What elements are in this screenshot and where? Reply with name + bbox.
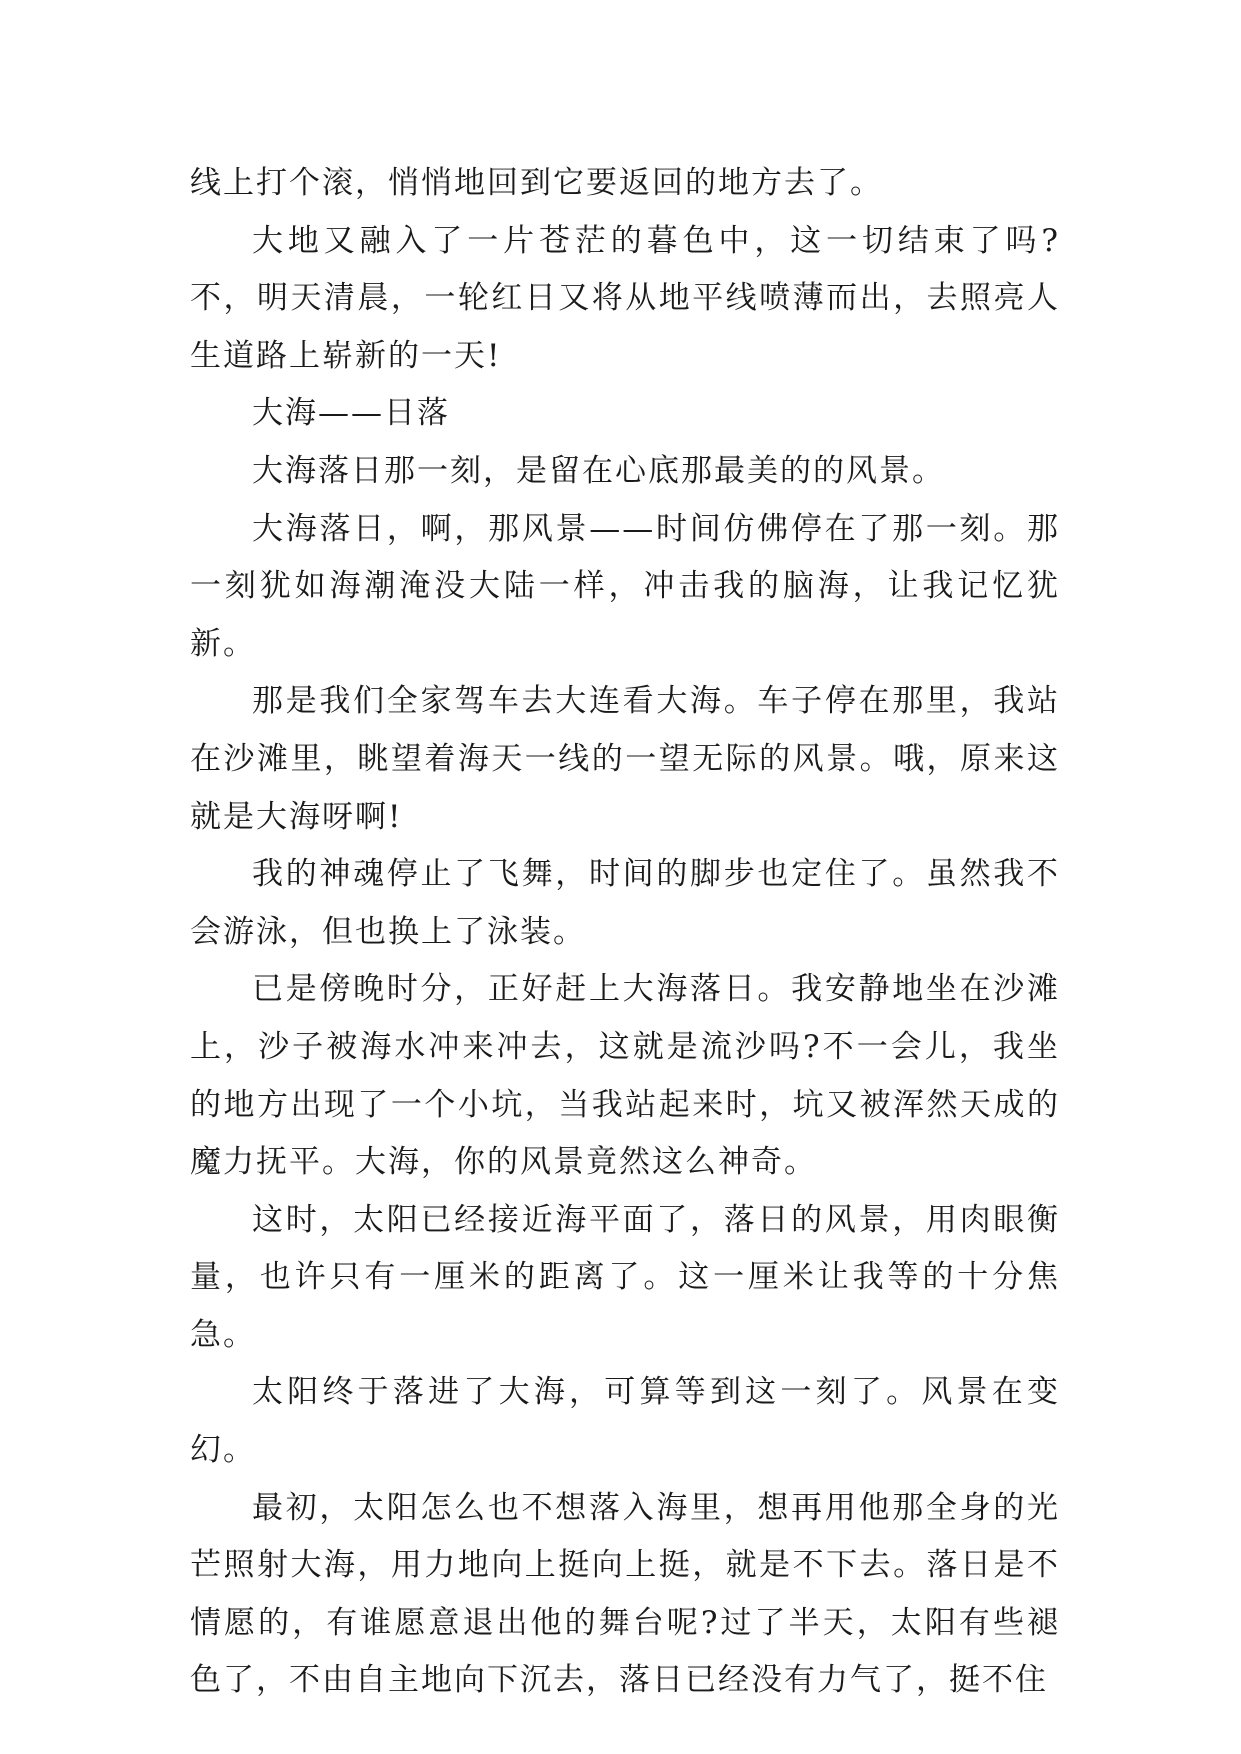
- section-heading: 大海——日落: [252, 395, 450, 432]
- paragraph-5: 那是我们全家驾车去大连看大海。车子停在那里，我站在沙滩里，眺望着海天一线的一望无际的风景。哦，原来这就是大海呀啊!: [190, 683, 1060, 835]
- paragraph-10: 最初，太阳怎么也不想落入海里，想再用他那全身的光芒照射大海，用力地向上挺向上挺，就是不下去。落日是不情愿的，有谁愿意退出他的舞台呢?过了半天，太阳有些褪色了，不由自主地向下沉去，落日已经没有力气了，挺不住: [190, 1489, 1060, 1699]
- paragraph-6: 我的神魂停止了飞舞，时间的脚步也定住了。虽然我不会游泳，但也换上了泳装。: [190, 856, 1060, 950]
- paragraph-8: 这时，太阳已经接近海平面了，落日的风景，用肉眼衡量，也许只有一厘米的距离了。这一厘米让我等的十分焦急。: [190, 1201, 1060, 1353]
- paragraph-4: 大海落日，啊，那风景——时间仿佛停在了那一刻。那一刻犹如海潮淹没大陆一样，冲击我的脑海，让我记忆犹新。: [190, 510, 1060, 662]
- paragraph-3: 大海落日那一刻，是留在心底那最美的的风景。: [252, 452, 945, 489]
- paragraph-2: 大地又融入了一片苍茫的暮色中，这一切结束了吗?不，明天清晨，一轮红日又将从地平线喷薄而出，去照亮人生道路上崭新的一天!: [190, 222, 1060, 374]
- document-body: [190, 155, 1060, 1710]
- paragraph-9: 太阳终于落进了大海，可算等到这一刻了。风景在变幻。: [190, 1374, 1060, 1469]
- paragraph-7: 已是傍晚时分，正好赶上大海落日。我安静地坐在沙滩上，沙子被海水冲来冲去，这就是流沙吗?不一会儿，我坐的地方出现了一个小坑，当我站起来时，坑又被浑然天成的魔力抚平。大海，你的风景竟然这么神奇。: [190, 971, 1060, 1181]
- paragraph-1: 线上打个滚，悄悄地回到它要返回的地方去了。: [190, 165, 883, 201]
